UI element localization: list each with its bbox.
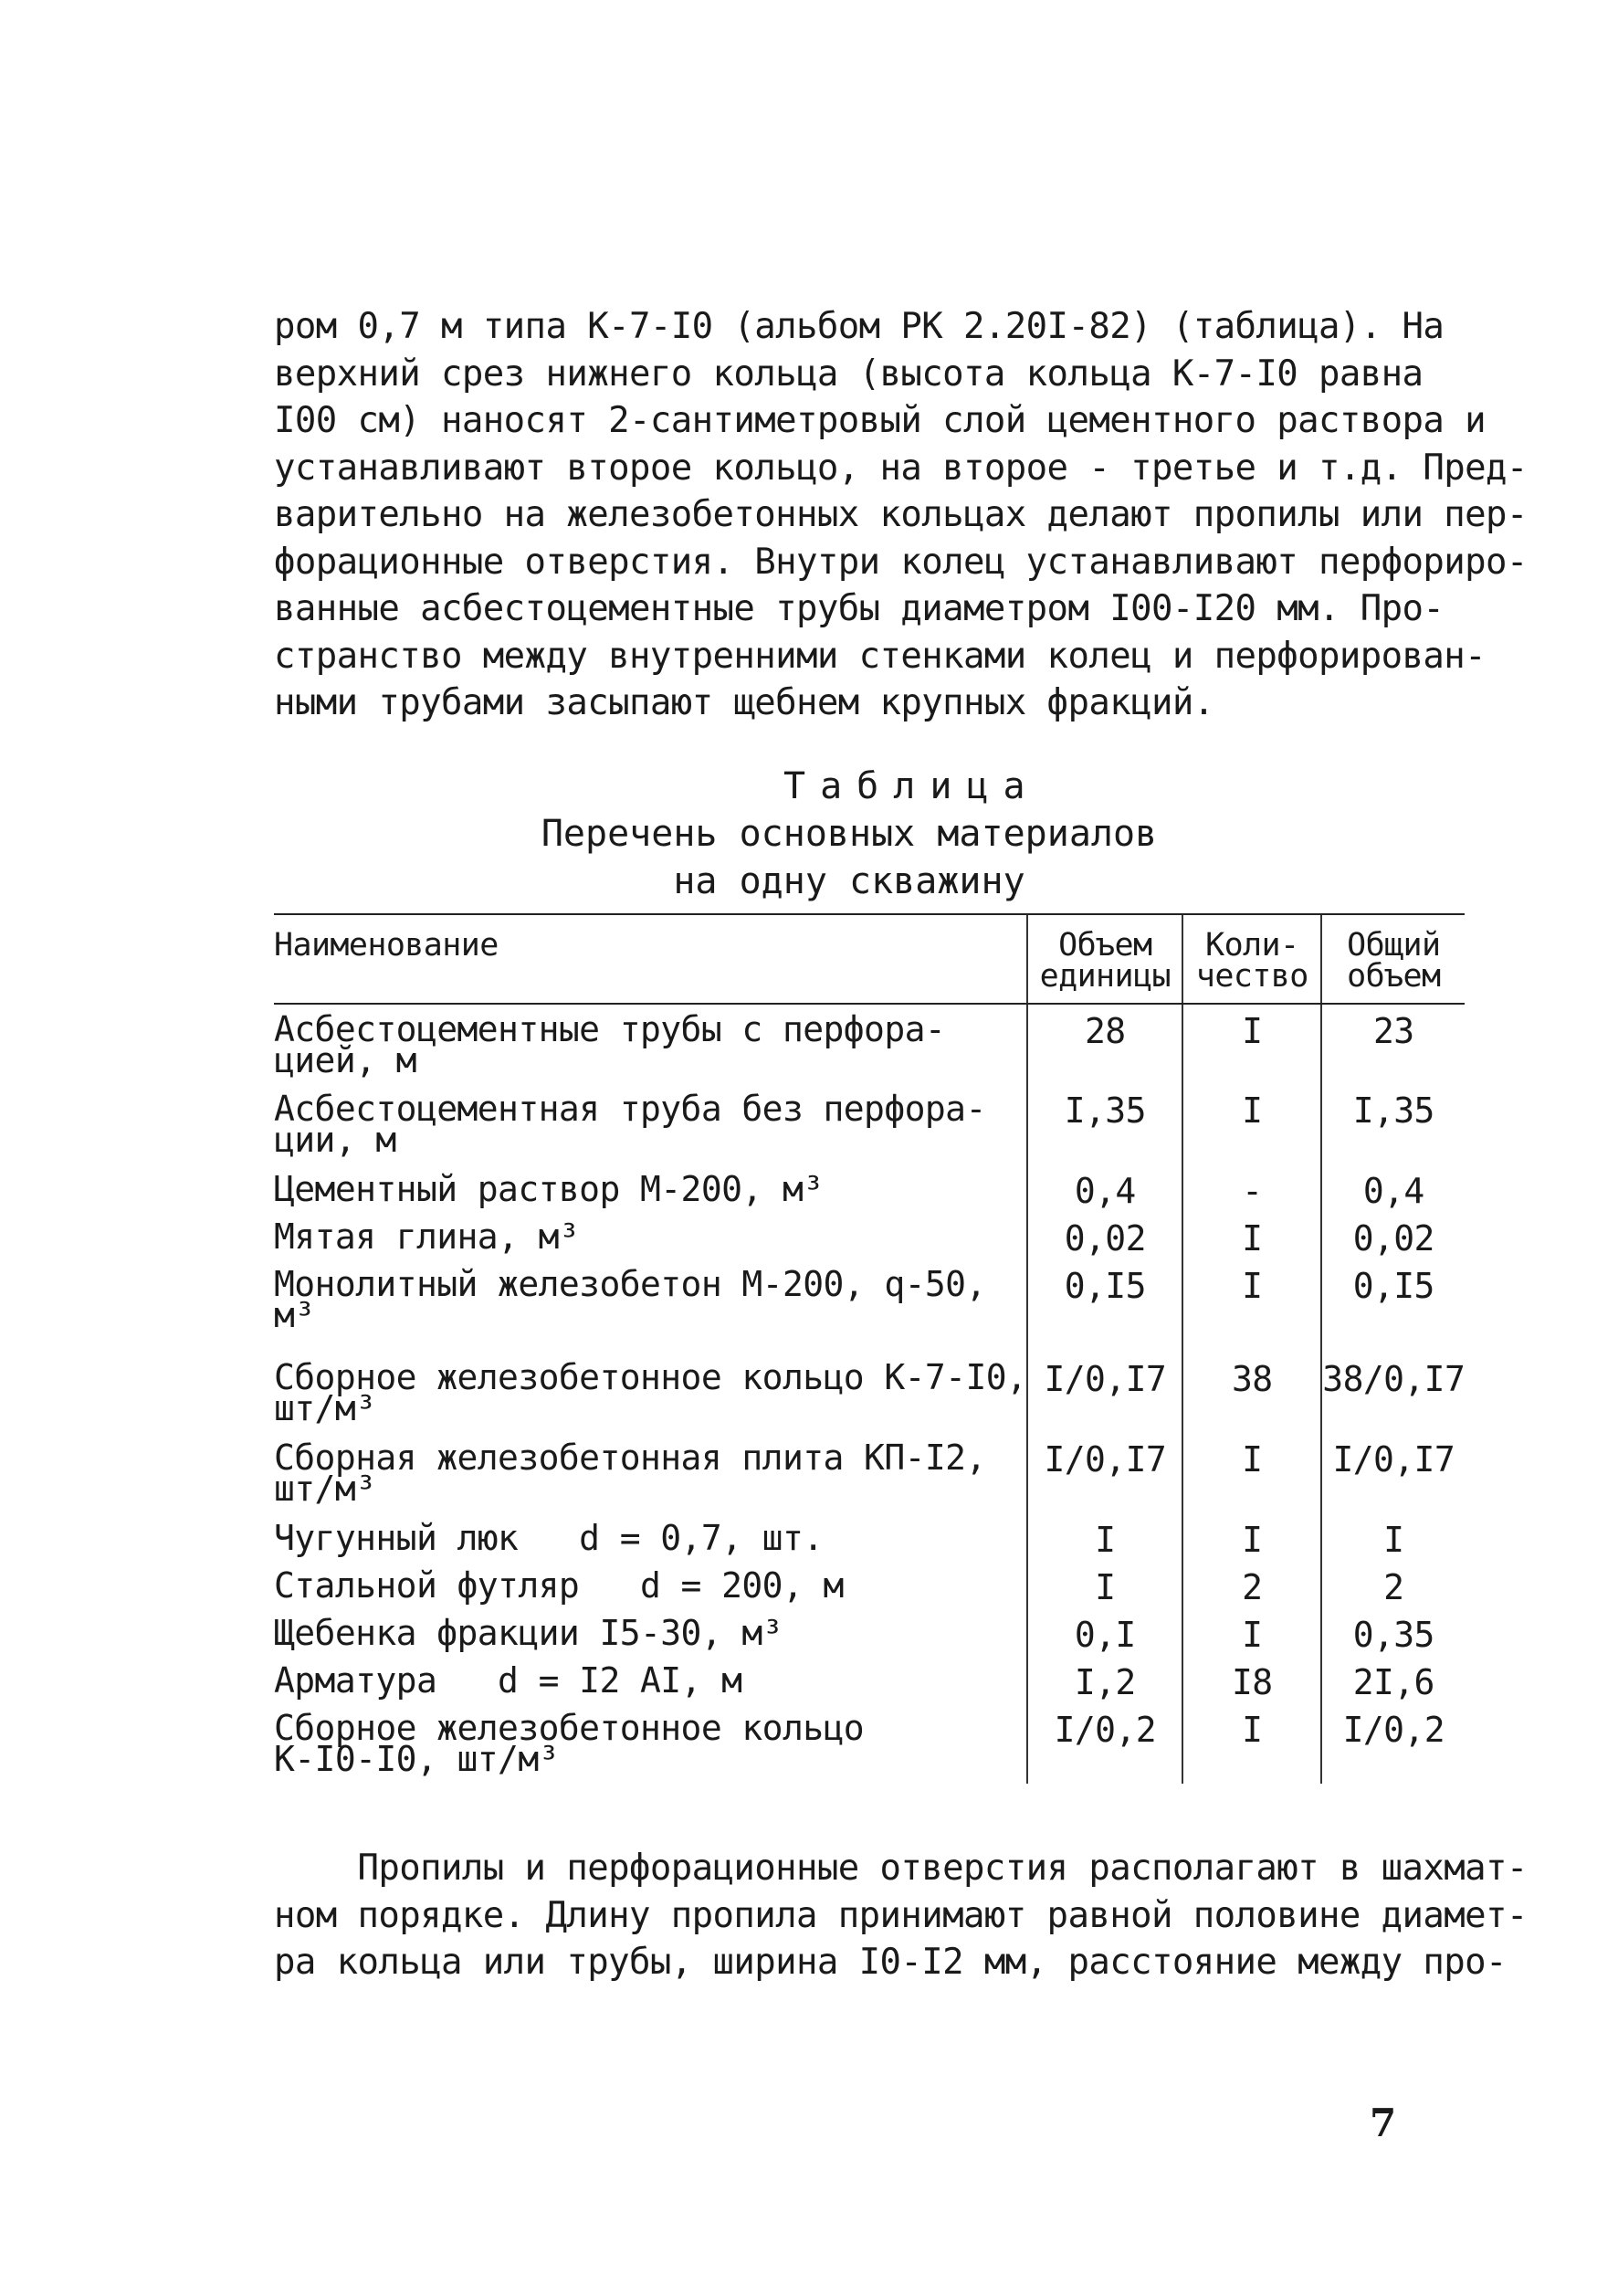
table-title-line-2: на одну скважину xyxy=(673,860,1025,902)
cell-name: Сборное железобетонное кольцо К-I0-I0, шт/м³ xyxy=(274,1708,865,1779)
cell-quantity: I xyxy=(1182,1433,1321,1513)
table-row xyxy=(274,1212,1465,1259)
cell-total-volume: 0,4 xyxy=(1321,1164,1465,1212)
table-row xyxy=(274,1164,1465,1212)
table-row xyxy=(274,1084,1465,1164)
table-row xyxy=(274,1259,1465,1353)
cell-total-volume: I/0,I7 xyxy=(1321,1433,1465,1513)
cell-total-volume: I xyxy=(1321,1513,1465,1561)
cell-total-volume: 0,35 xyxy=(1321,1608,1465,1656)
cell-unit-volume: I,35 xyxy=(1027,1084,1182,1164)
cell-unit-volume: 28 xyxy=(1027,1004,1182,1084)
table-row xyxy=(274,1353,1465,1433)
cell-name: Асбестоцементная труба без перфора- ции, м xyxy=(274,1089,986,1160)
cell-quantity: I xyxy=(1182,1259,1321,1353)
table-row xyxy=(274,1703,1465,1784)
cell-unit-volume: I/0,I7 xyxy=(1027,1353,1182,1433)
materials-table xyxy=(274,913,1465,1784)
cell-quantity: I xyxy=(1182,1608,1321,1656)
cell-name: Щебенка фракции I5-30, м³ xyxy=(274,1613,783,1653)
cell-name: Стальной футляр d = 200, м xyxy=(274,1565,844,1606)
cell-name: Арматура d = I2 АI, м xyxy=(274,1660,742,1701)
table-header-row xyxy=(274,914,1465,1004)
cell-unit-volume: 0,I5 xyxy=(1027,1259,1182,1353)
cell-unit-volume: I xyxy=(1027,1513,1182,1561)
header-quantity: Коли- чество xyxy=(1182,914,1321,1004)
table-title-line-1: Перечень основных материалов xyxy=(541,813,1158,855)
cell-unit-volume: I/0,I7 xyxy=(1027,1433,1182,1513)
cell-quantity: 2 xyxy=(1182,1561,1321,1608)
header-name: Наименование xyxy=(274,914,1027,1004)
page-number: 7 xyxy=(1370,2101,1397,2145)
cell-total-volume: 38/0,I7 xyxy=(1321,1353,1465,1433)
cell-total-volume: 2 xyxy=(1321,1561,1465,1608)
table-row xyxy=(274,1433,1465,1513)
table-label: Таблица xyxy=(783,765,1040,807)
cell-quantity: I8 xyxy=(1182,1656,1321,1703)
cell-quantity: I xyxy=(1182,1212,1321,1259)
cell-total-volume: 0,I5 xyxy=(1321,1259,1465,1353)
table-row xyxy=(274,1513,1465,1561)
paragraph-bottom: Пропилы и перфорационные отверстия располагают в шахмат- ном порядке. Длину пропила принимают равной половине диамет- ра кольца или трубы, ширина I0-I2 мм, расстояние между про- xyxy=(274,1848,1528,1983)
cell-quantity: I xyxy=(1182,1084,1321,1164)
table-row xyxy=(274,1561,1465,1608)
cell-quantity: I xyxy=(1182,1513,1321,1561)
cell-total-volume: 0,02 xyxy=(1321,1212,1465,1259)
cell-name: Цементный раствор М-200, м³ xyxy=(274,1169,824,1209)
cell-unit-volume: 0,4 xyxy=(1027,1164,1182,1212)
header-unit-volume: Объем единицы xyxy=(1027,914,1182,1004)
cell-quantity: - xyxy=(1182,1164,1321,1212)
cell-quantity: I xyxy=(1182,1004,1321,1084)
cell-name: Монолитный железобетон М-200, q-50, м³ xyxy=(274,1264,986,1335)
cell-unit-volume: I,2 xyxy=(1027,1656,1182,1703)
cell-total-volume: 2I,6 xyxy=(1321,1656,1465,1703)
table-row xyxy=(274,1656,1465,1703)
header-total-volume: Общий объем xyxy=(1321,914,1465,1004)
paragraph-top: ром 0,7 м типа К-7-I0 (альбом РК 2.20I-82) (таблица). На верхний срез нижнего кольца (высота кольца К-7-I0 равна I00 см) наносят 2-сантиметровый слой цементного раствора и устанавливают второе кольцо, на второе - третье и т.д. Пред- варительно на железобетонных кольцах делают пропилы или пер- форационные отверстия. Внутри колец устанавливают перфориро- ванные асбестоцементные трубы диаметром I00-I20 мм. Про- странство между внутренними стенками колец и перфорирован- ными трубами засыпают щебнем крупных фракций. xyxy=(274,306,1528,723)
cell-unit-volume: I/0,2 xyxy=(1027,1703,1182,1784)
cell-quantity: I xyxy=(1182,1703,1321,1784)
cell-unit-volume: 0,I xyxy=(1027,1608,1182,1656)
table-row xyxy=(274,1004,1465,1084)
cell-name: Сборная железобетонная плита КП-I2, шт/м³ xyxy=(274,1438,986,1509)
cell-total-volume: I/0,2 xyxy=(1321,1703,1465,1784)
cell-name: Чугунный люк d = 0,7, шт. xyxy=(274,1518,824,1558)
cell-unit-volume: 0,02 xyxy=(1027,1212,1182,1259)
cell-unit-volume: I xyxy=(1027,1561,1182,1608)
cell-quantity: 38 xyxy=(1182,1353,1321,1433)
cell-total-volume: I,35 xyxy=(1321,1084,1465,1164)
table-body xyxy=(274,1004,1465,1784)
cell-name: Асбестоцементные трубы с перфора- цией, м xyxy=(274,1009,946,1080)
cell-name: Мятая глина, м³ xyxy=(274,1216,580,1257)
cell-total-volume: 23 xyxy=(1321,1004,1465,1084)
cell-name: Сборное железобетонное кольцо К-7-I0, шт/м³ xyxy=(274,1357,1027,1428)
table-row xyxy=(274,1608,1465,1656)
